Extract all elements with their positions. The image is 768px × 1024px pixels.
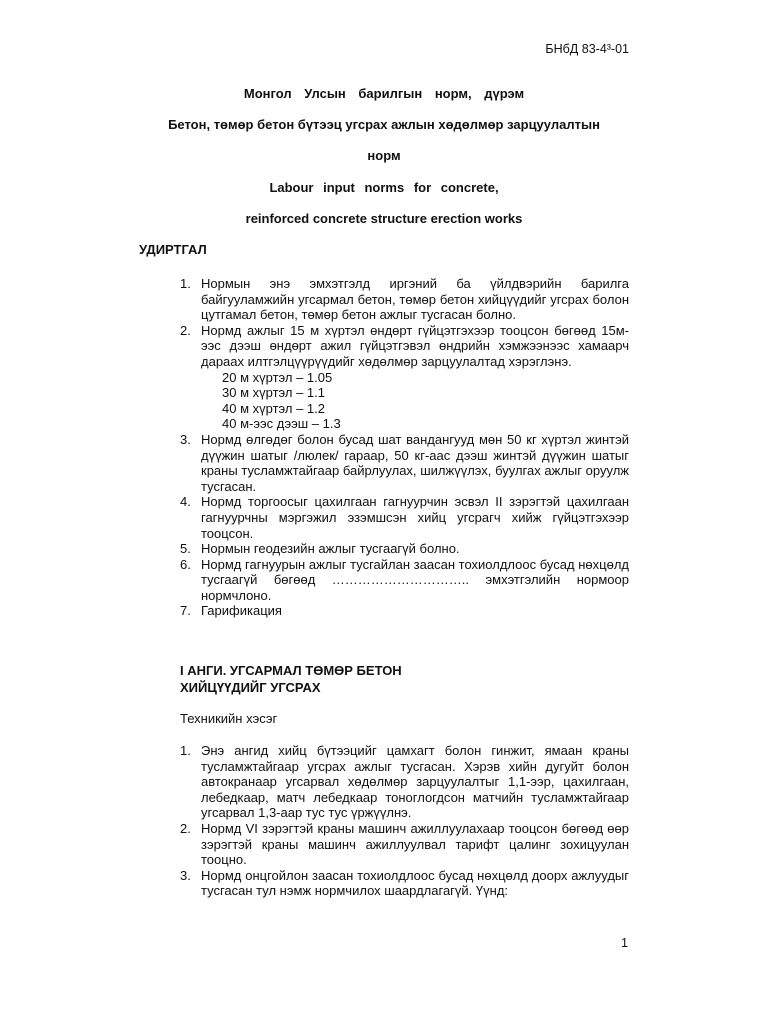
list-item: 4. Нормд торгоосыг цахилгаан гагнуурчин эсвэл II зэрэгтэй цахилгаан гагнуурчны мэргэжил эзэмшсэн хийц угсрагч хийж гүйцэтгэхээр тооцсон. (180, 494, 629, 541)
title-line-2: Бетон, төмөр бетон бүтээц угсрах ажлын хөдөлмөр зарцуулалтын (168, 117, 600, 132)
title-line-5-english: reinforced concrete structure erection works (245, 211, 523, 226)
intro-list (180, 276, 629, 619)
list-item: 1. Нормын энэ эмхэтгэлд иргэний ба үйлдвэрийн барилга байгууламжийн угсармал бетон, төмөр бетон хийцүүдийг угсрах болон цутгамал бетон, төмөр бетон ажлыг тусгасан болно. (180, 276, 629, 323)
height-coefficient: 20 м хүртэл – 1.05 (222, 369, 333, 385)
technical-list (180, 743, 629, 899)
list-item: 2. Нормд VI зэрэгтэй краны машинч ажиллуулахаар тооцсон бөгөөд өөр зэрэгтэй краны машинч ажиллуулвал тарифт цалинг зохицуулан тооцно. (180, 820, 629, 868)
title-line-3: норм (367, 148, 401, 163)
title-line-4-english: Labour input norms for concrete, (269, 180, 499, 195)
list-item: 5. Нормын геодезийн ажлыг тусгаагүй болно. (180, 541, 460, 557)
document-code: БНбД 83-4³-01 (545, 42, 629, 56)
page-number: 1 (621, 936, 628, 950)
technical-part-heading: Техникийн хэсэг (180, 711, 278, 726)
height-coefficient: 40 м-ээс дээш – 1.3 (222, 416, 341, 432)
list-item: 6. Нормд гагнуурын ажлыг тусгайлан заасан тохиолдлоос бусад нөхцөлд тусгаагүй бөгөөд ………………………….. эмхэтгэлийн нормоор нормчлоно. (180, 556, 629, 603)
list-item: 2. Нормд ажлыг 15 м хүртэл өндөрт гүйцэтгэхээр тооцсон бөгөөд 15м-ээс дээш өндөрт ажил гүйцэтгэвэл өндрийн хэмжээнээс хамаарч дараах илтгэлцүүрүүдийг хөдөлмөр зарцуулалтад хэрэглэнэ. 20 м хүртэл – 1.05 30 м хүртэл – 1.1 40 м хүртэл – 1.2 40 м-ээс дээш – 1.3 (180, 322, 629, 432)
section-heading: I АНГИ. УГСАРМАЛ ТӨМӨР БЕТОН ХИЙЦҮҮДИЙГ УГСРАХ (180, 663, 402, 695)
height-coefficient: 40 м хүртэл – 1.2 (222, 400, 325, 416)
list-item: 7. Гарификация (180, 603, 282, 619)
list-item: 3. Нормд онцгойлон заасан тохиолдлоос бусад нөхцөлд доорх ажлуудыг тусгасан тул нэмж нормчилох шаардлагагүй. Үүнд: (180, 867, 629, 899)
title-line-1: Монгол Улсын барилгын норм, дүрэм (243, 86, 525, 101)
list-item: 1. Энэ ангид хийц бүтээцийг цамхагт болон гинжит, ямаан краны тусламжтайгаар угсрах ажлыг тусгасан. Хэрэв хийн дугуйт болон автокранаар угсарвал хөдөлмөр зарцуулалтыг 1,1-ээр, цахилгаан, лебедкаар, матч лебедкаар тоноглогдсон матчийн тусламжтайгаар угсарвал 1,3-аар тус тус үржүүлнэ. (180, 743, 629, 821)
list-item: 3. Нормд өлгөдөг болон бусад шат вандангууд мөн 50 кг хүртэл жинтэй дүүжин шатыг /люлек/ гараар, 50 кг-аас дээш жинтэй дүүжин шатыг краны тусламжтайгаар байрлуулах, шилжүүлэх, буулгах ажлыг оруулж тусгасан. (180, 431, 629, 494)
height-coefficient: 30 м хүртэл – 1.1 (222, 385, 325, 401)
intro-heading: УДИРТГАЛ (139, 242, 207, 257)
